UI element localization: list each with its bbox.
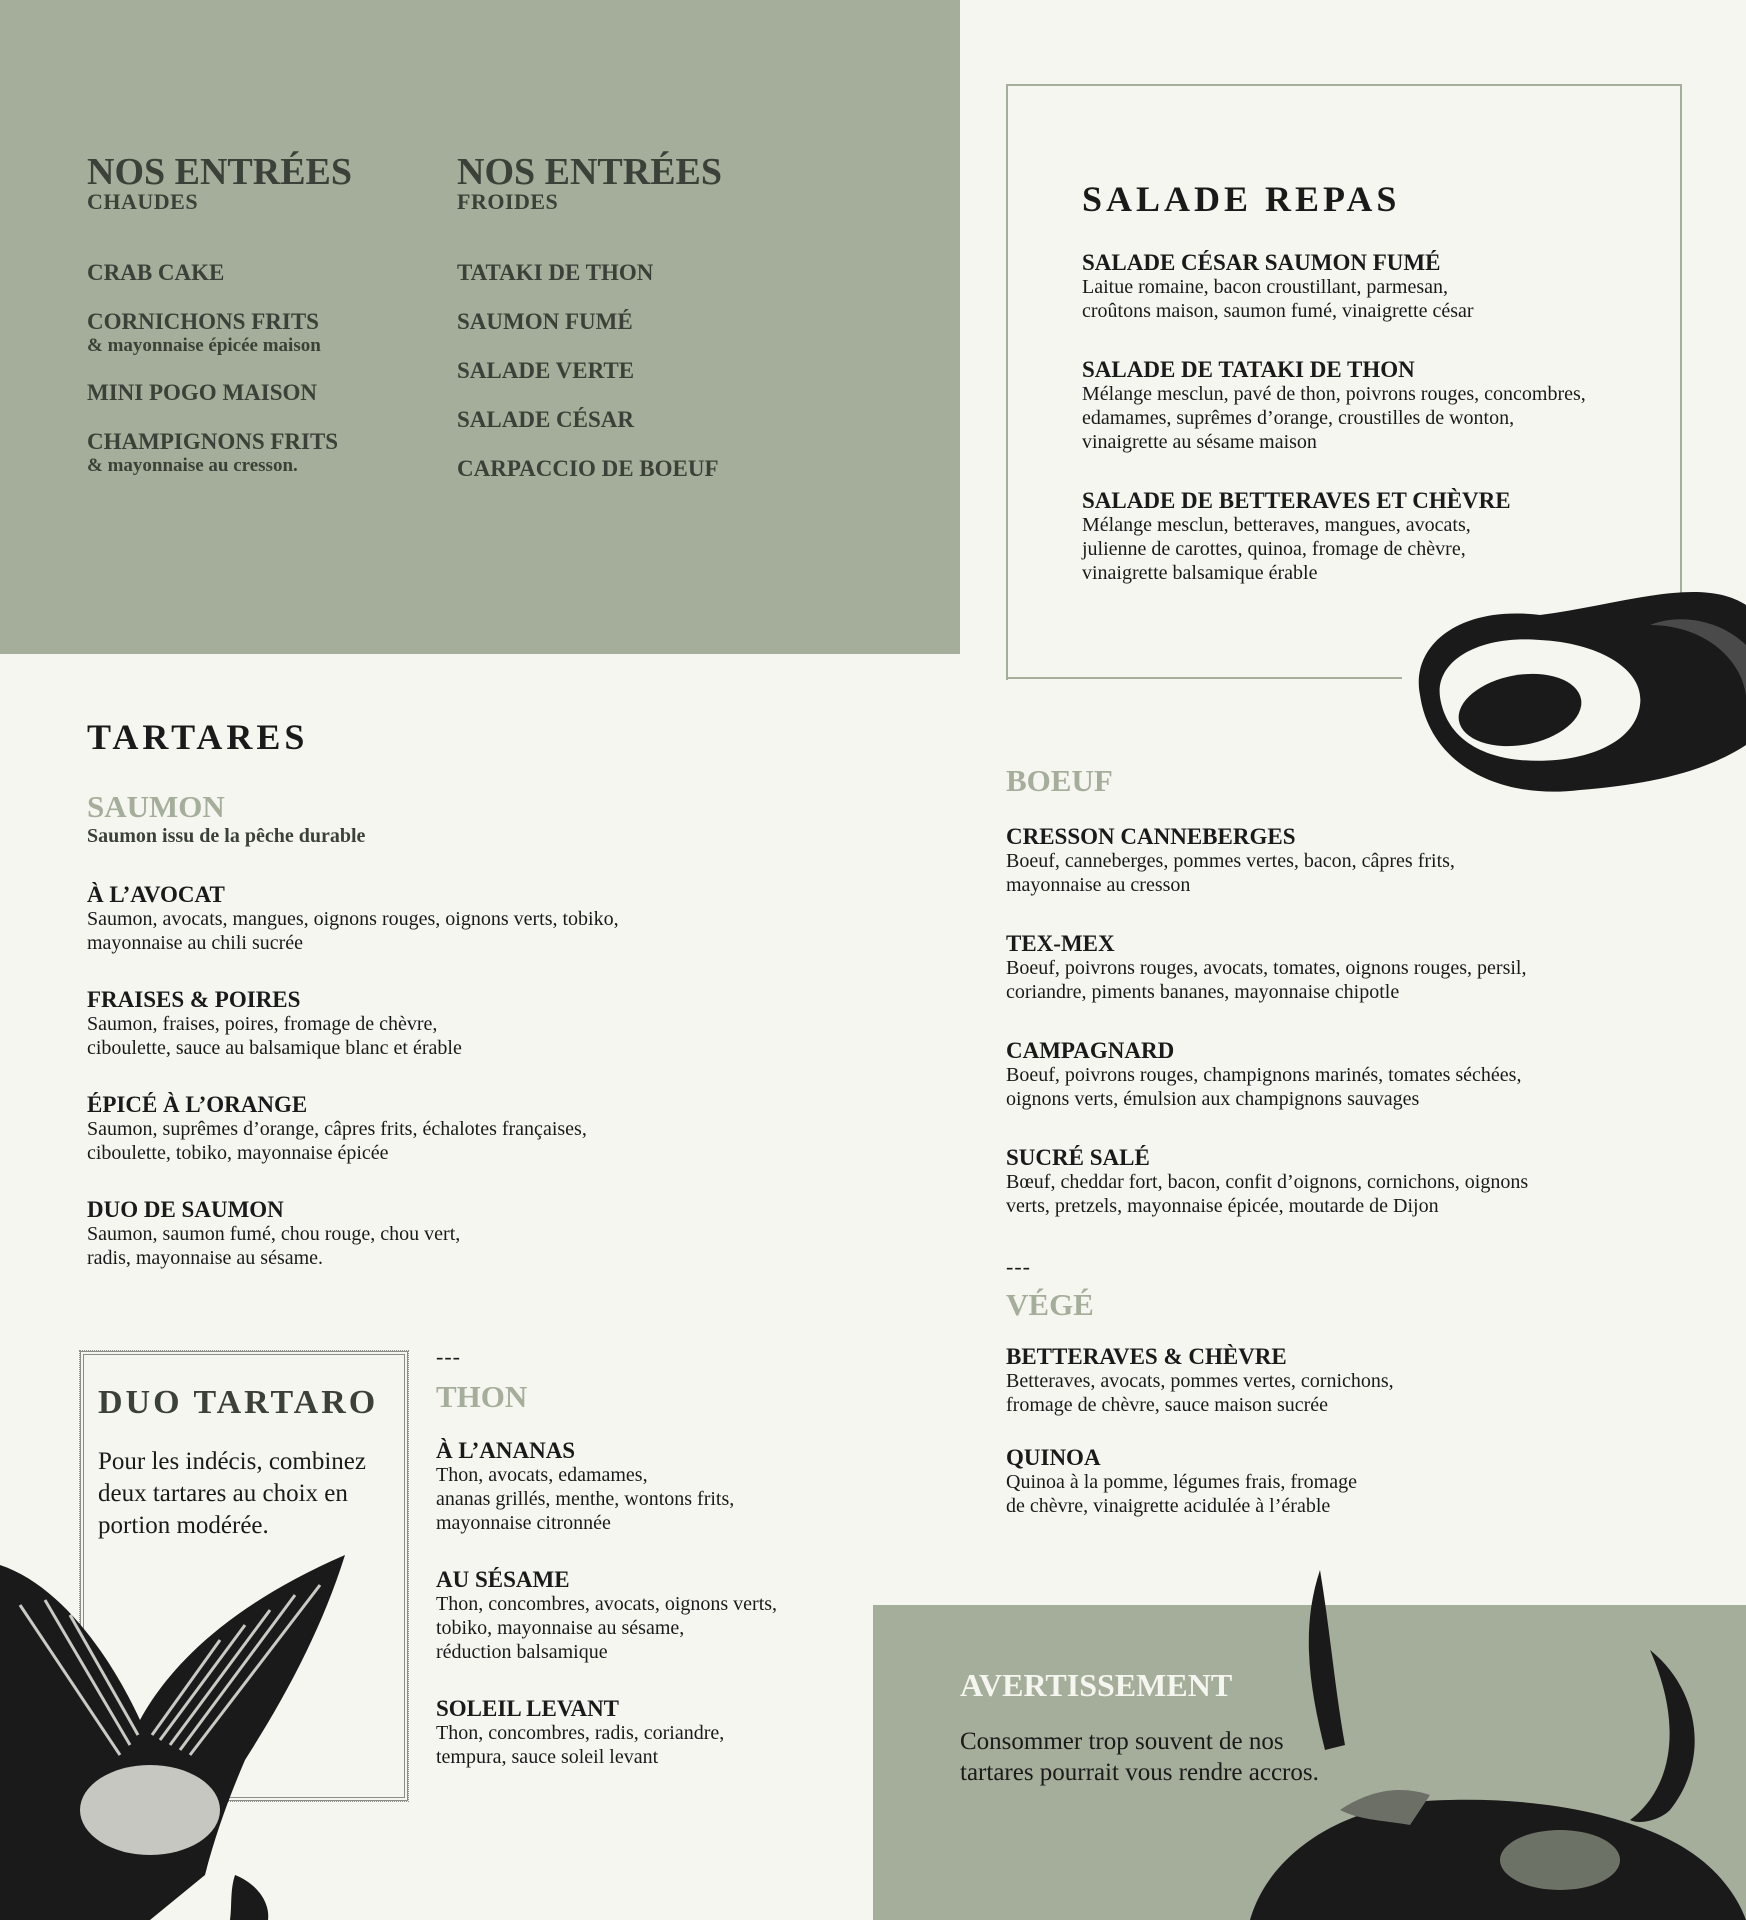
dish-desc-line: vinaigrette au sésame maison [1082,431,1317,453]
dish-name: DUO DE SAUMON [87,1197,284,1222]
tartares-boeuf [1006,764,1646,1248]
avertissement-line: Consommer trop souvent de nos [960,1728,1284,1755]
dish-desc-line: réduction balsamique [436,1641,608,1663]
dish-desc-line: radis, mayonnaise au sésame. [87,1247,324,1269]
entrees-chaudes-subtitle: CHAUDES [87,189,199,214]
tartares-title: TARTARES [87,717,309,757]
thon-category-title: THON [436,1379,528,1414]
dish-name: FRAISES & POIRES [87,987,301,1012]
duo-tartaro [98,1384,398,1542]
dish-desc-line: mayonnaise citronnée [436,1512,611,1534]
list-item [87,380,407,406]
salade-repas [1082,178,1662,615]
menu-item [1082,250,1662,323]
boeuf-category-title: BOEUF [1006,763,1113,798]
dish-name: SALADE CÉSAR SAUMON FUMÉ [1082,250,1441,275]
dish-desc-line: Saumon, avocats, mangues, oignons rouges, oignons verts, tobiko, [87,908,619,930]
dish-desc-line: Laitue romaine, bacon croustillant, parmesan, [1082,276,1448,298]
entrees-chaudes-title: NOS ENTRÉES [87,151,353,193]
dish-desc-line: Bœuf, cheddar fort, bacon, confit d’oignons, cornichons, oignons [1006,1171,1529,1193]
item-name: SALADE CÉSAR [457,407,635,432]
dish-desc-line: mayonnaise au cresson [1006,874,1191,896]
avertissement-title: AVERTISSEMENT [960,1667,1233,1703]
dish-desc-line: Betteraves, avocats, pommes vertes, cornichons, [1006,1370,1394,1392]
menu-item [1006,824,1646,897]
tartares-thon [436,1344,856,1799]
list-item [457,309,817,335]
dish-desc-line: Saumon, suprêmes d’orange, câpres frits, échalotes françaises, [87,1118,587,1140]
avertissement-line: tartares pourrait vous rendre accros. [960,1759,1319,1786]
dish-desc-line: vinaigrette balsamique érable [1082,562,1318,584]
dish-desc-line: coriandre, piments bananes, mayonnaise chipotle [1006,981,1400,1003]
tartares-saumon [87,716,787,1300]
entrees-froides [457,151,817,505]
entrees-chaudes [87,151,407,500]
dish-desc-line: Mélange mesclun, betteraves, mangues, avocats, [1082,514,1471,536]
list-item [87,309,407,357]
item-note: & mayonnaise au cresson. [87,455,298,476]
avertissement [960,1667,1480,1788]
duo-tartaro-line: deux tartares au choix en [98,1480,348,1507]
duo-tartaro-line: Pour les indécis, combinez [98,1448,366,1475]
dish-desc-line: fromage de chèvre, sauce maison sucrée [1006,1394,1329,1416]
dish-desc-line: mayonnaise au chili sucrée [87,932,304,954]
item-name: TATAKI DE THON [457,260,654,285]
item-name: CARPACCIO DE BOEUF [457,456,719,481]
salade-repas-title: SALADE REPAS [1082,179,1401,219]
dish-name: BETTERAVES & CHÈVRE [1006,1344,1287,1369]
dish-name: QUINOA [1006,1445,1101,1470]
menu-item [87,882,787,955]
dish-name: CAMPAGNARD [1006,1038,1175,1063]
duo-tartaro-title: DUO TARTARO [98,1384,379,1421]
menu-item [1082,357,1662,454]
dish-desc-line: verts, pretzels, mayonnaise épicée, moutarde de Dijon [1006,1195,1439,1217]
item-name: MINI POGO MAISON [87,380,317,405]
item-name: CORNICHONS FRITS [87,309,319,334]
list-item [457,407,817,433]
menu-item [1006,931,1646,1004]
menu-item [87,1197,787,1270]
dish-desc-line: ciboulette, tobiko, mayonnaise épicée [87,1142,389,1164]
dish-desc-line: oignons verts, émulsion aux champignons sauvages [1006,1088,1420,1110]
dish-desc-line: Thon, concombres, avocats, oignons verts, [436,1593,778,1615]
dish-desc-line: ananas grillés, menthe, wontons frits, [436,1488,735,1510]
menu-item [1006,1038,1646,1111]
vege-category-title: VÉGÉ [1006,1287,1094,1322]
entrees-froides-subtitle: FROIDES [457,189,559,214]
dish-name: SUCRÉ SALÉ [1006,1145,1150,1170]
list-item [87,429,407,477]
list-item [457,358,817,384]
dish-desc-line: croûtons maison, saumon fumé, vinaigrette césar [1082,300,1474,322]
item-name: CHAMPIGNONS FRITS [87,429,339,454]
item-name: CRAB CAKE [87,260,225,285]
dish-name: SOLEIL LEVANT [436,1696,620,1721]
menu-item [1082,488,1662,585]
entrees-chaudes-list [87,260,407,477]
dish-desc-line: edamames, suprêmes d’orange, croustilles de wonton, [1082,407,1515,429]
menu-item [1006,1445,1646,1518]
dish-desc-line: de chèvre, vinaigrette acidulée à l’érable [1006,1495,1331,1517]
item-name: SAUMON FUMÉ [457,309,633,334]
saumon-category-title: SAUMON [87,789,225,824]
dish-desc-line: Thon, avocats, edamames, [436,1464,648,1486]
dish-name: AU SÉSAME [436,1567,570,1592]
dish-name: TEX-MEX [1006,931,1115,956]
dish-desc-line: Boeuf, poivrons rouges, avocats, tomates, oignons rouges, persil, [1006,957,1527,979]
dish-name: ÉPICÉ À L’ORANGE [87,1092,308,1117]
menu-item [87,1092,787,1165]
salade-repas-box-bottom [1006,677,1402,679]
separator: --- [436,1344,461,1369]
dish-desc-line: tobiko, mayonnaise au sésame, [436,1617,685,1639]
dish-name: À L’ANANAS [436,1438,576,1463]
menu-item [1006,1145,1646,1218]
dish-desc-line: ciboulette, sauce au balsamique blanc et érable [87,1037,462,1059]
dish-desc-line: Mélange mesclun, pavé de thon, poivrons rouges, concombres, [1082,383,1586,405]
fish-tail-illustration [0,1545,350,1920]
item-name: SALADE VERTE [457,358,635,383]
duo-tartaro-line: portion modérée. [98,1512,269,1539]
dish-desc-line: Saumon, saumon fumé, chou rouge, chou vert, [87,1223,461,1245]
saumon-category-note: Saumon issu de la pêche durable [87,825,366,847]
dish-name: SALADE DE BETTERAVES ET CHÈVRE [1082,488,1511,513]
dish-desc-line: Thon, concombres, radis, coriandre, [436,1722,725,1744]
menu-item [436,1438,856,1535]
menu-item [436,1696,856,1769]
dish-desc-line: Boeuf, canneberges, pommes vertes, bacon, câpres frits, [1006,850,1455,872]
dish-desc-line: tempura, sauce soleil levant [436,1746,659,1768]
list-item [457,260,817,286]
tartares-vege [1006,1254,1646,1548]
menu-item [87,987,787,1060]
entrees-froides-title: NOS ENTRÉES [457,151,723,193]
separator: --- [1006,1254,1031,1279]
menu-item [1006,1344,1646,1417]
menu-item [436,1567,856,1664]
item-note: & mayonnaise épicée maison [87,335,321,356]
dish-desc-line: Boeuf, poivrons rouges, champignons marinés, tomates séchées, [1006,1064,1522,1086]
dish-name: CRESSON CANNEBERGES [1006,824,1296,849]
dish-name: À L’AVOCAT [87,882,225,907]
list-item [87,260,407,286]
dish-desc-line: Saumon, fraises, poires, fromage de chèvre, [87,1013,438,1035]
dish-desc-line: julienne de carottes, quinoa, fromage de chèvre, [1082,538,1466,560]
dish-name: SALADE DE TATAKI DE THON [1082,357,1415,382]
dish-desc-line: Quinoa à la pomme, légumes frais, fromage [1006,1471,1357,1493]
list-item [457,456,817,482]
entrees-froides-list [457,260,817,482]
